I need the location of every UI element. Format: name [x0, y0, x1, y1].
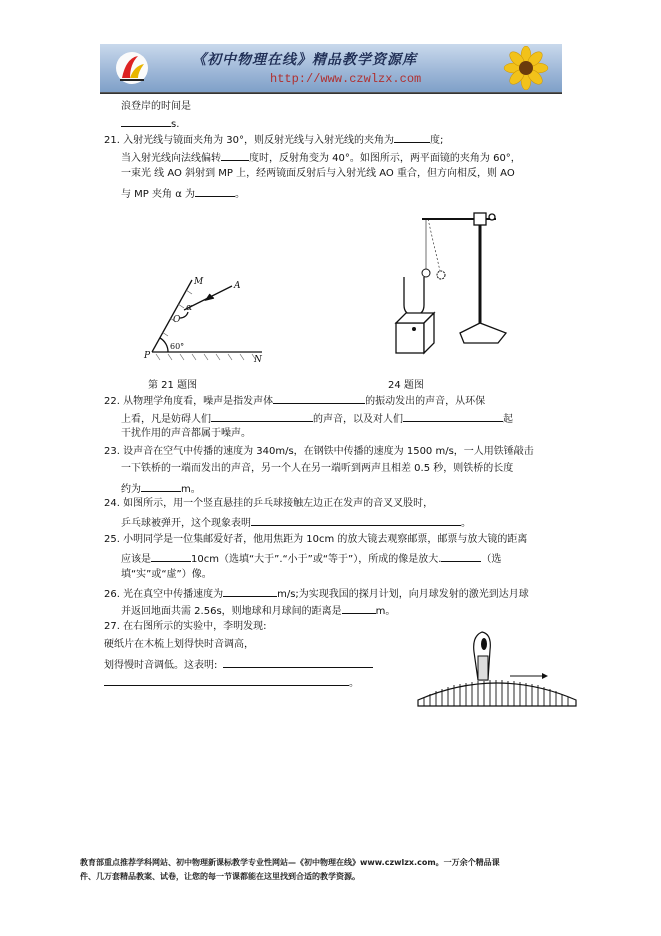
answer-blank[interactable]	[221, 149, 249, 161]
answer-blank[interactable]	[403, 410, 503, 422]
label-N: N	[254, 355, 262, 365]
answer-blank[interactable]	[141, 480, 181, 492]
text-line: 填“实”或“虚”）像。	[121, 569, 212, 580]
figure-27-comb	[412, 630, 582, 710]
text-line: 并返回地面共需 2.56s，则地球和月球间的距离是 m。	[121, 602, 395, 619]
label-A: A	[234, 281, 241, 291]
label-60deg: 60°	[170, 342, 185, 351]
text-line: 乒乓球被弹开，这个现象表明 。	[121, 514, 471, 531]
text-line: 当入射光线向法线偏转 度时，反射角变为 40°。如图所示，两平面镜的夹角为 60°，	[121, 149, 521, 166]
answer-blank[interactable]	[104, 674, 349, 686]
question-23: 23. 设声音在空气中传播的速度为 340m/s，在钢铁中传播的速度为 1500 m/s，一人用铁锤敲击	[104, 446, 534, 457]
footer-line: 件、几万套精品教案、试卷，让您的每一节课都能在这里找到合适的教学资源。	[80, 872, 360, 881]
label-P: P	[144, 351, 151, 361]
figure-24-caption: 24 题图	[388, 380, 424, 391]
text-line: 浪登岸的时间是	[121, 101, 191, 112]
text-line: 划得慢时音调低。这表明:	[104, 656, 373, 673]
answer-blank[interactable]	[342, 602, 376, 614]
label-O: O	[173, 315, 181, 325]
answer-blank[interactable]	[211, 410, 313, 422]
text-line: 。	[104, 674, 359, 691]
text-line: 硬纸片在木梳上划得快时音调高，	[104, 639, 254, 650]
question-26: 26. 光在真空中传播速度为 m/s;为实现我国的探月计划，向月球发射的激光到达月球	[104, 585, 529, 602]
label-alpha: α	[186, 303, 193, 313]
answer-blank[interactable]	[394, 131, 430, 143]
question-25: 25. 小明同学是一位集邮爱好者，他用焦距为 10cm 的放大镜去观察邮票，邮票与放大镜的距离	[104, 534, 528, 545]
answer-blank[interactable]	[121, 115, 171, 127]
answer-blank[interactable]	[251, 514, 461, 526]
figure-21-mirrors	[140, 270, 270, 365]
text-line: 上看，凡是妨碍人们 的声音，以及对人们 起	[121, 410, 513, 427]
label-M: M	[194, 277, 204, 287]
text-line: 干扰作用的声音都属于噪声。	[121, 428, 251, 439]
answer-blank[interactable]	[273, 392, 365, 404]
sunflower-icon	[486, 46, 556, 90]
answer-blank[interactable]	[223, 656, 373, 668]
figure-24-tuning-fork	[388, 205, 518, 365]
question-21: 21. 入射光线与镜面夹角为 30°，则反射光线与入射光线的夹角为 度;	[104, 131, 443, 148]
text-line: 应该是 10cm（选填“大于”.“小于”或“等于”），所成的像是放大. （选	[121, 550, 501, 567]
site-url[interactable]: http://www.czwlzx.com	[270, 72, 422, 86]
question-27: 27. 在右图所示的实验中，李明发现:	[104, 621, 267, 632]
text-line: 一束光 线 AO 斜射到 MP 上，经两镜面反射后与入射光线 AO 重合，但方向相反，则 AO	[121, 168, 515, 179]
text-line: 约为 m。	[121, 480, 201, 497]
question-22: 22. 从物理学角度看，噪声是指发声体 的振动发出的声音，从环保	[104, 392, 485, 409]
answer-blank[interactable]	[151, 550, 191, 562]
answer-blank[interactable]	[441, 550, 481, 562]
site-logo-icon	[112, 50, 152, 86]
header-rule	[100, 93, 562, 94]
answer-blank[interactable]	[223, 585, 277, 597]
text-line: 与 MP 夹角 α 为 。	[121, 185, 245, 202]
text-line: s.	[121, 115, 179, 132]
footer-line: 教育部重点推荐学科网站、初中物理新课标教学专业性网站—《初中物理在线》www.czwlzx.com。一万余个精品课	[80, 858, 500, 867]
question-24: 24. 如图所示，用一个竖直悬挂的乒乓球接触左边正在发声的音叉叉股时，	[104, 498, 434, 509]
text-line: 一下铁桥的一端而发出的声音，另一个人在另一端听到两声且相差 0.5 秒，则铁桥的长度	[121, 463, 514, 474]
header-banner	[100, 44, 562, 93]
answer-blank[interactable]	[195, 185, 235, 197]
site-title: 《初中物理在线》精品教学资源库	[192, 52, 417, 68]
figure-21-caption: 第 21 题图	[148, 380, 198, 391]
